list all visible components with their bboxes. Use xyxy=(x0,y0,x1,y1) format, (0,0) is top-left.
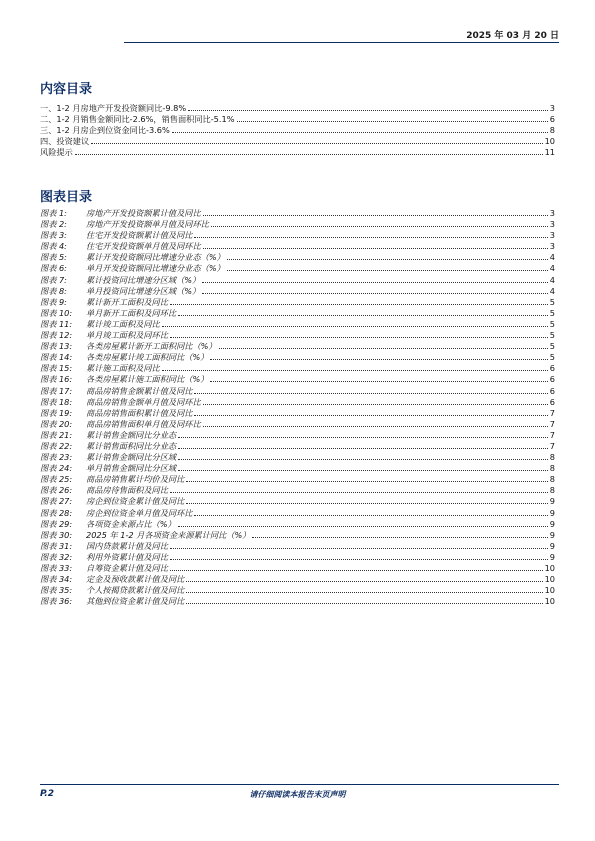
figure-entry[interactable] xyxy=(40,541,555,552)
toc-entry[interactable] xyxy=(40,114,555,125)
dot-leader xyxy=(252,537,547,538)
dot-leader xyxy=(178,526,548,527)
figure-entry[interactable] xyxy=(40,319,555,330)
entry-page-number: 6 xyxy=(549,385,555,396)
figure-entry[interactable] xyxy=(40,286,555,297)
figure-number: 图表 5: xyxy=(40,252,67,263)
entry-page-number: 3 xyxy=(549,230,555,241)
dot-leader xyxy=(227,259,548,260)
dot-leader xyxy=(172,132,548,133)
figure-entry[interactable] xyxy=(40,474,555,485)
entry-page-number: 9 xyxy=(549,551,555,562)
dot-leader xyxy=(227,270,548,271)
entry-page-number: 4 xyxy=(549,285,555,296)
entry-page-number: 3 xyxy=(549,219,555,230)
figure-number: 图表 15: xyxy=(40,363,73,374)
entry-page-number: 9 xyxy=(549,529,555,540)
figure-caption: 商品房销售面积单月值及同环比 xyxy=(86,418,201,429)
figure-entry[interactable] xyxy=(40,530,555,541)
figure-entry[interactable] xyxy=(40,441,555,452)
dot-leader xyxy=(170,304,548,305)
entry-label xyxy=(40,352,208,363)
entry-page-number: 6 xyxy=(549,114,555,125)
figure-entry[interactable] xyxy=(40,352,555,363)
dot-leader xyxy=(202,282,548,283)
figure-caption: 累计新开工面积及同比 xyxy=(86,296,168,307)
dot-leader xyxy=(162,326,548,327)
figure-number: 图表 6: xyxy=(40,263,67,274)
figure-number: 图表 11: xyxy=(40,318,73,329)
entry-label xyxy=(40,286,200,297)
figure-caption: 定金及预收款累计值及同比 xyxy=(86,574,185,585)
dot-leader xyxy=(186,592,542,593)
entry-page-number: 4 xyxy=(549,252,555,263)
entry-page-number: 6 xyxy=(549,396,555,407)
figure-caption: 各项资金来源占比（%） xyxy=(86,518,176,529)
entry-label xyxy=(40,596,184,607)
figure-number: 图表 29: xyxy=(40,518,73,529)
entry-page-number: 6 xyxy=(549,374,555,385)
figure-entry[interactable] xyxy=(40,485,555,496)
figure-caption: 国内贷款累计值及同比 xyxy=(86,540,168,551)
entry-page-number: 5 xyxy=(549,296,555,307)
figure-number: 图表 31: xyxy=(40,540,73,551)
figures-title: 图表目录 xyxy=(40,190,93,205)
entry-page-number: 9 xyxy=(549,540,555,551)
dot-leader xyxy=(210,359,547,360)
entry-label xyxy=(40,252,225,263)
figure-caption: 累计施工面积及同比 xyxy=(86,363,160,374)
entry-page-number: 8 xyxy=(549,452,555,463)
figure-number: 图表 7: xyxy=(40,274,67,285)
figure-number: 图表 25: xyxy=(40,474,73,485)
dot-leader xyxy=(237,121,548,122)
dot-leader xyxy=(75,154,543,155)
entry-label xyxy=(40,508,192,519)
figure-caption: 商品房销售累计均价及同比 xyxy=(86,474,185,485)
dot-leader xyxy=(178,470,548,471)
figure-entry[interactable] xyxy=(40,330,555,341)
figure-entry[interactable] xyxy=(40,219,555,230)
figure-number: 图表 36: xyxy=(40,596,73,607)
figure-caption: 商品房销售金额累计值及同比 xyxy=(86,385,193,396)
figure-caption: 房地产开发投资额单月值及同环比 xyxy=(86,219,209,230)
entry-label xyxy=(40,275,200,286)
figure-entry[interactable] xyxy=(40,241,555,252)
figure-entry[interactable] xyxy=(40,263,555,274)
figure-number: 图表 27: xyxy=(40,496,73,507)
figure-entry[interactable] xyxy=(40,397,555,408)
figure-entry[interactable] xyxy=(40,496,555,507)
entry-label: 风险提示 xyxy=(40,147,73,158)
figure-entry[interactable] xyxy=(40,563,555,574)
figure-entry[interactable] xyxy=(40,341,555,352)
entry-page-number: 5 xyxy=(549,330,555,341)
figure-caption: 房地产开发投资额累计值及同比 xyxy=(86,208,201,218)
figure-caption: 个人按揭贷款累计值及同比 xyxy=(86,585,185,596)
entry-page-number: 11 xyxy=(544,147,555,158)
entry-label: 一、1-2 月房地产开发投资额同比-9.8% xyxy=(40,103,187,113)
entry-label xyxy=(40,230,192,241)
entry-page-number: 5 xyxy=(549,352,555,363)
figure-number: 图表 12: xyxy=(40,330,73,341)
figure-number: 图表 22: xyxy=(40,440,73,451)
figure-caption: 累计投资同比增速分区域（%） xyxy=(86,274,201,285)
figure-number: 图表 19: xyxy=(40,407,73,418)
entry-label xyxy=(40,363,160,374)
figure-number: 图表 35: xyxy=(40,585,73,596)
toc-title: 内容目录 xyxy=(40,82,93,97)
entry-label xyxy=(40,263,225,274)
figure-number: 图表 30: xyxy=(40,529,73,540)
dot-leader xyxy=(194,415,547,416)
figure-number: 图表 34: xyxy=(40,574,73,585)
dot-leader xyxy=(211,226,548,227)
entry-page-number: 9 xyxy=(549,496,555,507)
entry-label xyxy=(40,374,208,385)
figure-entry[interactable] xyxy=(40,508,555,519)
dot-leader xyxy=(186,603,542,604)
entry-label xyxy=(40,519,176,530)
toc-entry[interactable] xyxy=(40,136,555,147)
figure-number: 图表 2: xyxy=(40,219,67,230)
entry-label xyxy=(40,208,201,219)
entry-label xyxy=(40,485,168,496)
entry-label xyxy=(40,419,201,430)
report-date: 2025 年 03 月 20 日 xyxy=(466,31,559,41)
figure-caption: 利用外资累计值及同比 xyxy=(86,551,168,562)
figure-number: 图表 20: xyxy=(40,418,73,429)
entry-page-number: 3 xyxy=(549,208,555,218)
figure-entry[interactable] xyxy=(40,574,555,585)
figure-caption: 单月销售金额同比分区域 xyxy=(86,463,177,474)
entry-label xyxy=(40,308,176,319)
figure-number: 图表 14: xyxy=(40,352,73,363)
figure-entry[interactable] xyxy=(40,408,555,419)
figure-number: 图表 23: xyxy=(40,452,73,463)
figure-caption: 各类房屋累计新开工面积同比（%） xyxy=(86,341,217,352)
dot-leader xyxy=(91,143,542,144)
entry-label xyxy=(40,219,209,230)
entry-label xyxy=(40,474,184,485)
entry-page-number: 10 xyxy=(544,563,555,573)
figure-entry[interactable] xyxy=(40,374,555,385)
dot-leader xyxy=(188,110,548,111)
figure-entry[interactable] xyxy=(40,208,555,219)
entry-label xyxy=(40,397,201,408)
figure-caption: 其他到位资金累计值及同比 xyxy=(86,596,185,607)
entry-page-number: 5 xyxy=(549,318,555,329)
figure-caption: 房企到位资金累计值及同比 xyxy=(86,496,185,507)
dot-leader xyxy=(219,348,548,349)
entry-label xyxy=(40,496,184,507)
dot-leader xyxy=(203,215,548,216)
figure-entry[interactable] xyxy=(40,386,555,397)
figure-caption: 累计销售金额同比分区域 xyxy=(86,452,177,463)
dot-leader xyxy=(162,370,548,371)
entry-label xyxy=(40,552,168,563)
dot-leader xyxy=(170,559,548,560)
entry-label xyxy=(40,408,192,419)
dot-leader xyxy=(194,515,547,516)
entry-page-number: 10 xyxy=(544,136,555,147)
dot-leader xyxy=(194,393,547,394)
entry-page-number: 8 xyxy=(549,474,555,485)
entry-label: 四、投资建议 xyxy=(40,136,90,147)
figure-caption: 住宅开发投资额单月值及同环比 xyxy=(86,241,201,252)
entry-page-number: 3 xyxy=(549,241,555,252)
dot-leader xyxy=(170,337,548,338)
dot-leader xyxy=(203,426,548,427)
dot-leader xyxy=(186,503,548,504)
figure-caption: 各类房屋累计施工面积同比（%） xyxy=(86,374,209,385)
entry-page-number: 4 xyxy=(549,263,555,274)
page-number: P.2 xyxy=(40,789,54,799)
entry-page-number: 10 xyxy=(544,585,555,596)
figure-number: 图表 4: xyxy=(40,241,67,252)
entry-page-number: 6 xyxy=(549,363,555,374)
figure-caption: 商品房待售面积及同比 xyxy=(86,485,168,496)
figure-number: 图表 10: xyxy=(40,307,73,318)
dot-leader xyxy=(170,492,548,493)
figure-caption: 单月新开工面积及同环比 xyxy=(86,307,177,318)
figure-caption: 单月开发投资额同比增速分业态（%） xyxy=(86,263,225,274)
figure-caption: 住宅开发投资额累计值及同比 xyxy=(86,230,193,241)
figures-list xyxy=(40,208,555,607)
entry-page-number: 5 xyxy=(549,341,555,352)
entry-label xyxy=(40,563,168,574)
dot-leader xyxy=(210,381,547,382)
figure-number: 图表 33: xyxy=(40,563,73,573)
entry-page-number: 4 xyxy=(549,274,555,285)
figure-entry[interactable] xyxy=(40,552,555,563)
entry-page-number: 7 xyxy=(549,440,555,451)
entry-page-number: 3 xyxy=(549,103,555,113)
figure-caption: 累计竣工面积及同比 xyxy=(86,318,160,329)
entry-label xyxy=(40,463,176,474)
entry-page-number: 5 xyxy=(549,307,555,318)
entry-label xyxy=(40,297,168,308)
entry-label xyxy=(40,341,217,352)
dot-leader xyxy=(170,570,543,571)
figure-entry[interactable] xyxy=(40,275,555,286)
figure-number: 图表 28: xyxy=(40,507,73,518)
figure-number: 图表 9: xyxy=(40,296,67,307)
dot-leader xyxy=(203,248,548,249)
figure-number: 图表 8: xyxy=(40,285,67,296)
dot-leader xyxy=(178,315,548,316)
figure-entry[interactable] xyxy=(40,230,555,241)
figure-number: 图表 3: xyxy=(40,230,67,241)
figure-caption: 累计开发投资额同比增速分业态（%） xyxy=(86,252,225,263)
figure-entry[interactable] xyxy=(40,452,555,463)
toc-entry[interactable] xyxy=(40,125,555,136)
figure-number: 图表 1: xyxy=(40,208,67,218)
figure-entry[interactable] xyxy=(40,252,555,263)
figure-caption: 累计销售金额同比分业态 xyxy=(86,429,177,440)
entry-label xyxy=(40,319,160,330)
figure-caption: 商品房销售金额单月值及同环比 xyxy=(86,396,201,407)
entry-page-number: 8 xyxy=(549,125,555,136)
entry-page-number: 7 xyxy=(549,429,555,440)
figure-number: 图表 26: xyxy=(40,485,73,496)
figure-entry[interactable] xyxy=(40,297,555,308)
figure-entry[interactable] xyxy=(40,419,555,430)
figure-caption: 各类房屋累计竣工面积同比（%） xyxy=(86,352,209,363)
figure-entry[interactable] xyxy=(40,308,555,319)
dot-leader xyxy=(170,548,548,549)
entry-label xyxy=(40,330,168,341)
figure-number: 图表 13: xyxy=(40,341,73,352)
dot-leader xyxy=(186,481,548,482)
dot-leader xyxy=(194,237,547,238)
figure-entry[interactable] xyxy=(40,596,555,607)
figure-number: 图表 18: xyxy=(40,396,73,407)
entry-label xyxy=(40,241,201,252)
entry-label xyxy=(40,430,176,441)
figure-number: 图表 17: xyxy=(40,385,73,396)
dot-leader xyxy=(178,459,548,460)
dot-leader xyxy=(186,581,542,582)
figure-caption: 单月竣工面积及同环比 xyxy=(86,330,168,341)
dot-leader xyxy=(178,437,548,438)
entry-label xyxy=(40,386,192,397)
figure-number: 图表 16: xyxy=(40,374,73,385)
figure-caption: 累计销售面积同比分业态 xyxy=(86,440,177,451)
entry-label: 二、1-2 月销售金额同比-2.6%，销售面积同比-5.1% xyxy=(40,114,235,125)
entry-page-number: 7 xyxy=(549,407,555,418)
footer-divider xyxy=(40,784,559,785)
entry-page-number: 8 xyxy=(549,485,555,496)
header-divider xyxy=(124,42,559,43)
figure-caption: 自筹资金累计值及同比 xyxy=(86,563,168,573)
dot-leader xyxy=(178,448,548,449)
figure-number: 图表 21: xyxy=(40,429,73,440)
figure-caption: 房企到位资金单月值及同环比 xyxy=(86,507,193,518)
toc-entry[interactable] xyxy=(40,147,555,158)
entry-page-number: 7 xyxy=(549,418,555,429)
entry-page-number: 10 xyxy=(544,574,555,585)
figure-caption: 2025 年 1-2 月各项资金来源累计同比（%） xyxy=(86,529,251,540)
disclaimer-note: 请仔细阅读本报告末页声明 xyxy=(249,790,346,799)
entry-label: 三、1-2 月房企到位资金同比-3.6% xyxy=(40,125,170,136)
figure-entry[interactable] xyxy=(40,585,555,596)
figure-number: 图表 32: xyxy=(40,551,73,562)
toc-list xyxy=(40,103,555,158)
entry-label xyxy=(40,574,184,585)
entry-label xyxy=(40,452,176,463)
entry-page-number: 8 xyxy=(549,463,555,474)
figure-entry[interactable] xyxy=(40,363,555,374)
figure-caption: 商品房销售面积累计值及同比 xyxy=(86,407,193,418)
dot-leader xyxy=(203,404,548,405)
figure-number: 图表 24: xyxy=(40,463,73,474)
entry-label xyxy=(40,585,184,596)
figure-entry[interactable] xyxy=(40,430,555,441)
entry-label xyxy=(40,441,176,452)
dot-leader xyxy=(202,293,548,294)
entry-page-number: 9 xyxy=(549,518,555,529)
figure-entry[interactable] xyxy=(40,519,555,530)
entry-label xyxy=(40,541,168,552)
toc-entry[interactable] xyxy=(40,103,555,114)
entry-page-number: 10 xyxy=(544,596,555,607)
entry-label xyxy=(40,530,250,541)
figure-entry[interactable] xyxy=(40,463,555,474)
entry-page-number: 9 xyxy=(549,507,555,518)
figure-caption: 单月投资同比增速分区域（%） xyxy=(86,285,201,296)
